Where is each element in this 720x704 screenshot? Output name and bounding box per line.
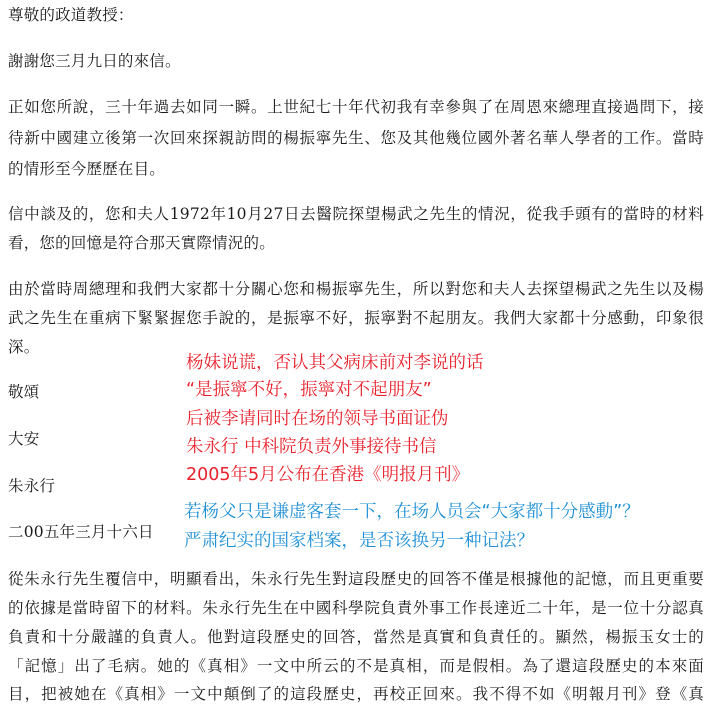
- paragraph-line: 的情形至今歷歷在目。: [8, 160, 166, 178]
- thanks-line: 謝謝您三月九日的來信。: [8, 52, 181, 70]
- paragraph-line: 武之先生在重病下緊緊握您手說的，是振寧不好，振寧對不起朋友。我們大家都十分感動，印象很: [8, 309, 704, 327]
- signature: 朱永行: [8, 477, 56, 495]
- paragraph-line: 深。: [8, 338, 40, 356]
- wish: 大安: [8, 430, 40, 448]
- paragraph-line: 待新中國建立後第一次回來探親訪問的楊振寧先生、您及其他幾位國外著名華人學者的工作。當時: [8, 129, 704, 147]
- commentary-line: 的依據是當時留下的材料。朱永行先生在中國科學院負責外事工作長達近二十年，是一位十分認真: [8, 599, 704, 617]
- commentary-line: 目，把被她在《真相》一文中顛倒了的這段歷史，再校正回來。我不得不如《明報月刊》登《真: [8, 685, 704, 703]
- annotation-line: 严肃纪实的国家档案，是否该换另一种记法？: [184, 531, 534, 551]
- commentary-line: 負責和十分嚴謹的負責人。他對這段歷史的回答，當然是真實和負責任的。顯然，楊振玉女士的: [8, 628, 704, 646]
- letter-date: 二00五年三月十六日: [8, 523, 154, 541]
- annotation-line: 朱永行 中科院负责外事接待书信: [186, 437, 437, 457]
- annotation-line: 后被李请同时在场的领导书面证伪: [186, 409, 449, 429]
- annotation-line: “是振寧不好，振寧对不起朋友”: [186, 380, 432, 400]
- paragraph-line: 正如您所說，三十年過去如同一瞬。上世紀七十年代初我有幸參與了在周恩來總理直接過問下，接: [8, 98, 704, 116]
- annotation-line: 杨妹说谎，否认其父病床前对李说的话: [186, 353, 484, 373]
- paragraph-line: 由於當時周總理和我們大家都十分關心您和楊振寧先生，所以對您和夫人去探望楊武之先生以及楊: [8, 280, 704, 298]
- annotation-line: 2005年5月公布在香港《明报月刊》: [186, 465, 470, 485]
- commentary-line: 「記憶」出了毛病。她的《真相》一文中所云的不是真相，而是假相。為了還這段歷史的本來面: [8, 657, 704, 675]
- paragraph-line: 信中談及的，您和夫人1972年10月27日去醫院探望楊武之先生的情況，從我手頭有的當時的材料: [8, 205, 704, 223]
- salutation: 尊敬的政道教授：: [8, 6, 134, 24]
- commentary-line: 從朱永行先生覆信中，明顯看出，朱永行先生對這段歷史的回答不僅是根據他的記憶，而且更重要: [8, 570, 704, 588]
- paragraph-line: 看，您的回憶是符合那天實際情況的。: [8, 234, 275, 252]
- annotation-line: 若杨父只是谦虚客套一下，在场人员会“大家都十分感動”？: [184, 502, 640, 522]
- closing: 敬頌: [8, 383, 40, 401]
